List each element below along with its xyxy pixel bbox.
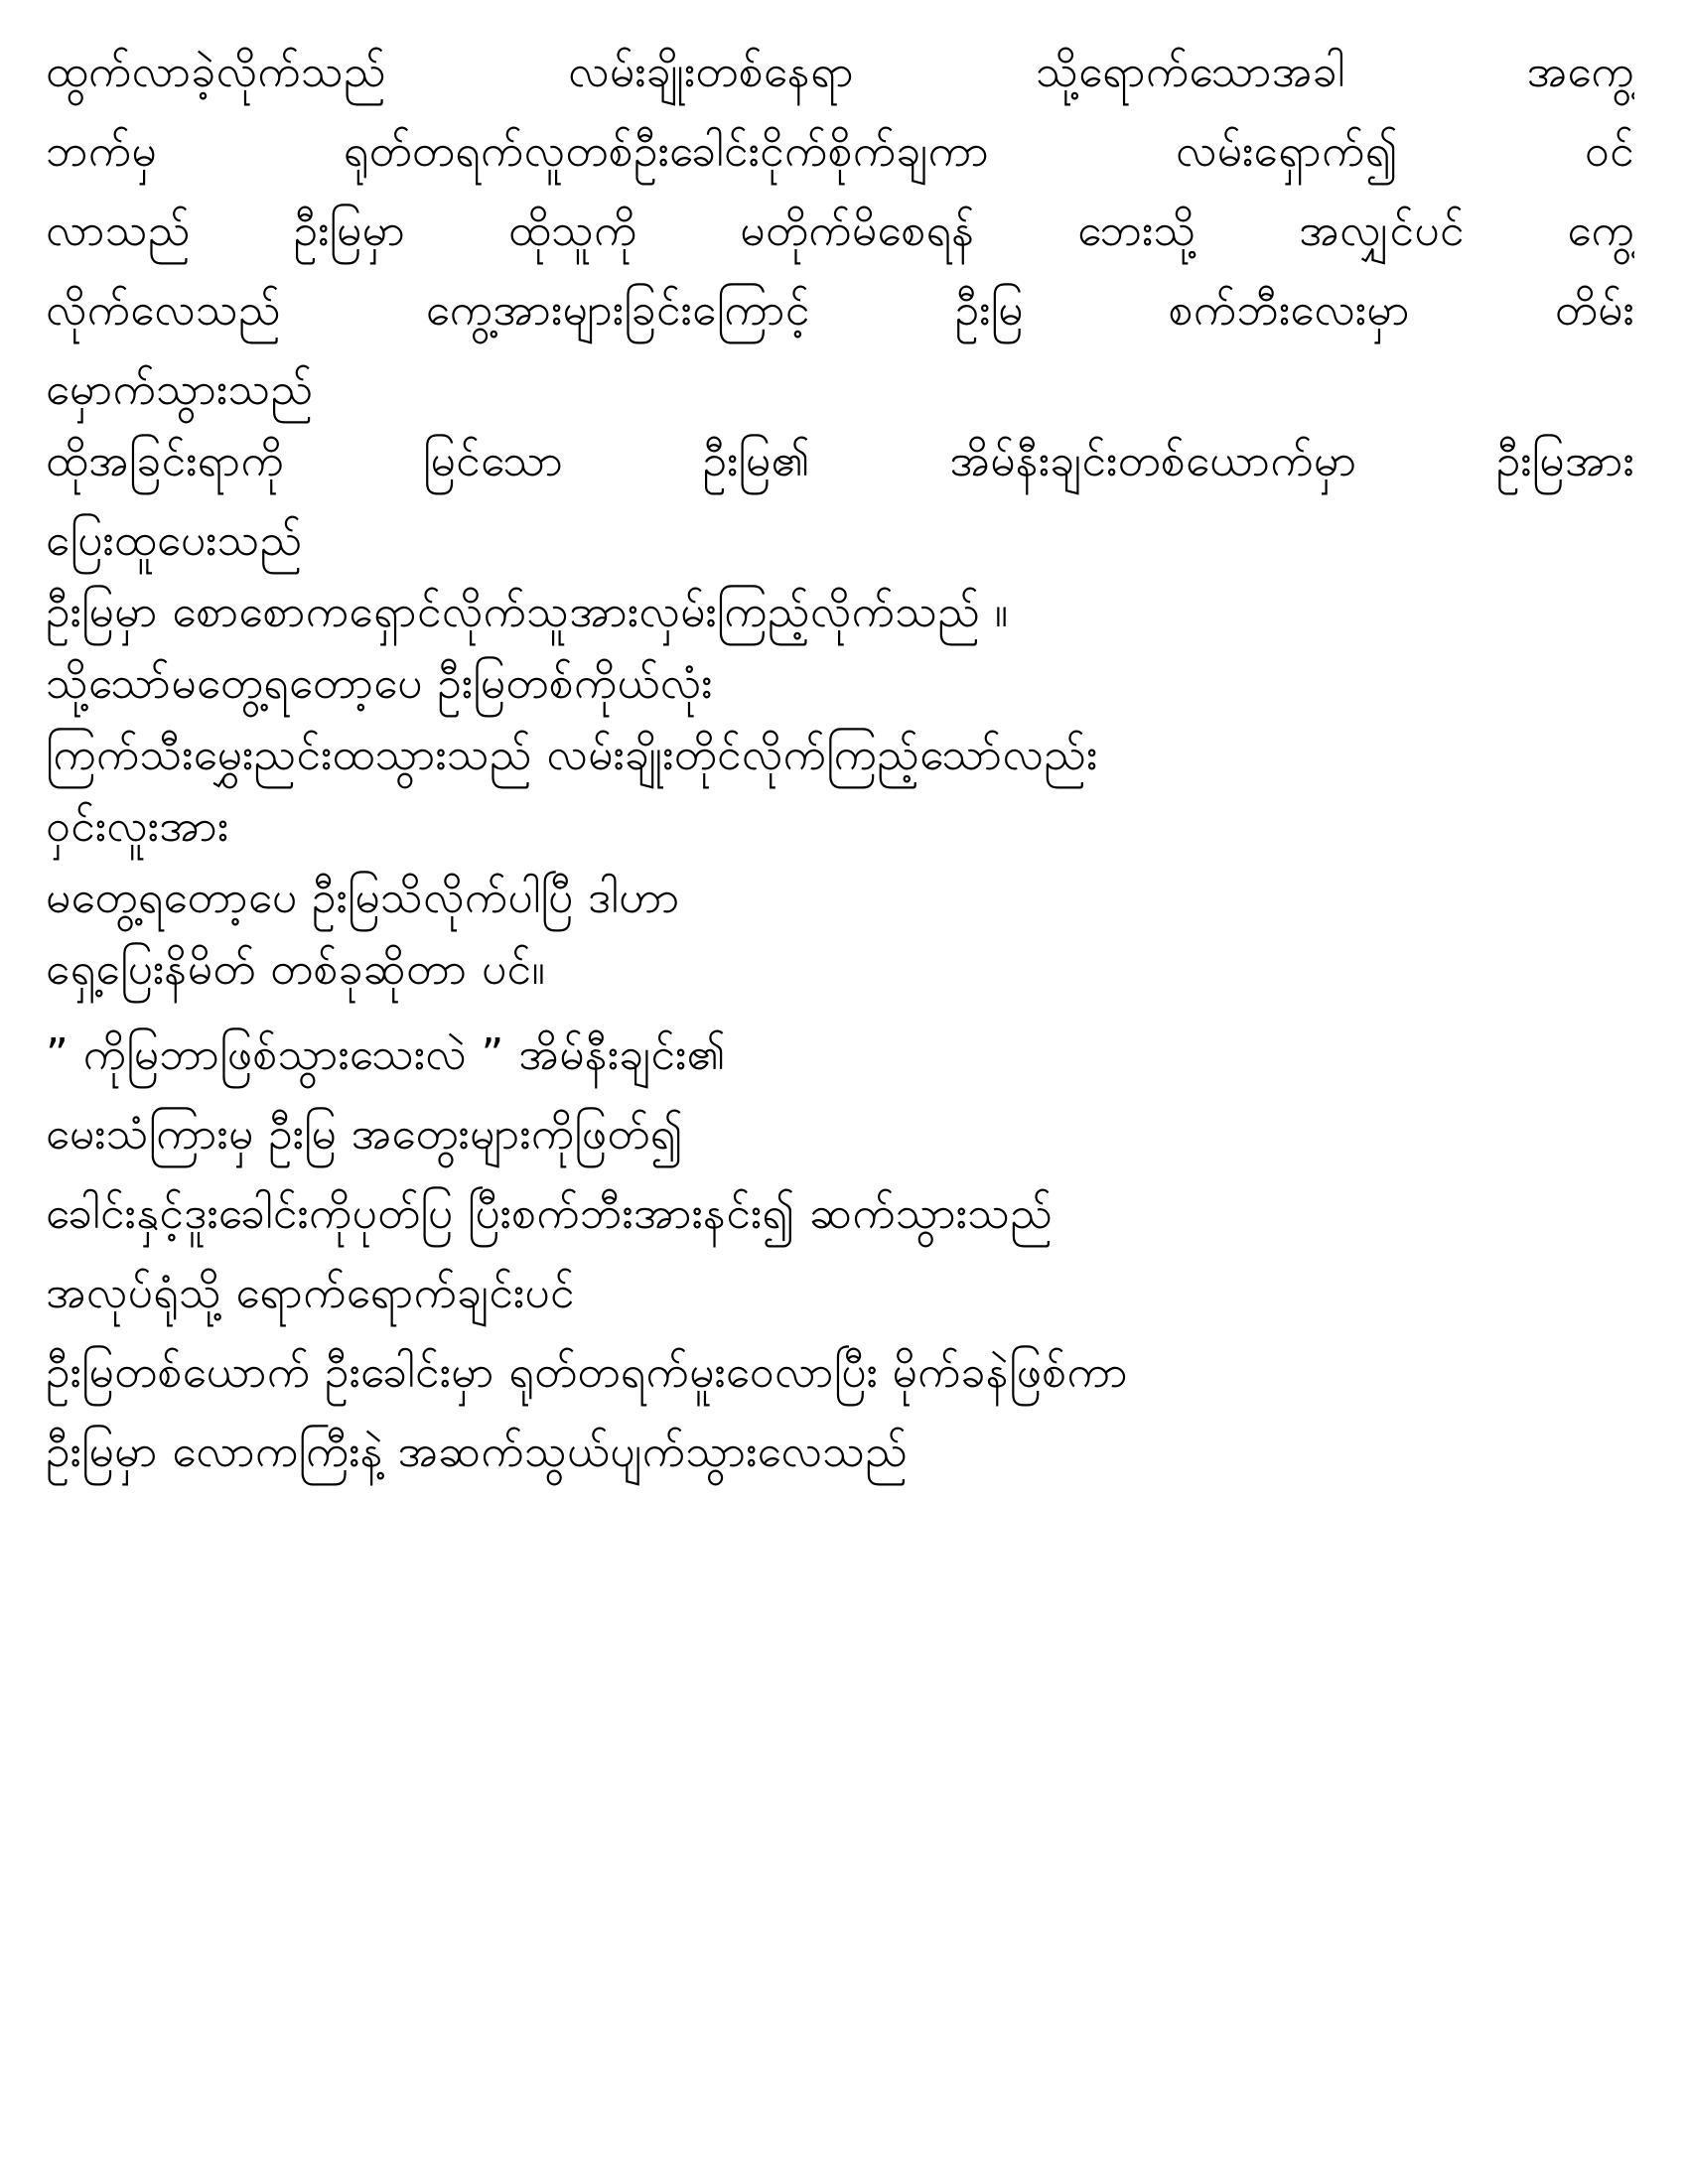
document-page xyxy=(46,44,1634,1503)
text-line-7: ပြေးထူပေးသည် xyxy=(46,515,303,566)
text-line-3: လာသည် ဦးမြမှာ ထိုသူကို မတိုက်မိစေရန် ဘေးသို့ အလျှင်ပင် ကွေ့ xyxy=(46,205,1634,256)
text-line-12: မတွေ့ရတော့ပေ ဦးမြသိလိုက်ပါပြီ ဒါဟာ xyxy=(46,873,680,923)
text-line-11: ဝှင်းလူးအား xyxy=(46,801,229,852)
text-line-19: ဦးမြမှာ လောကကြီးနဲ့ အဆက်သွယ်ပျက်သွားလေသည် xyxy=(46,1427,909,1477)
text-line-17: အလုပ်ရုံသို့ ရောက်ရောက်ချင်းပင် xyxy=(46,1268,575,1318)
text-line-14: ” ကိုမြဘာဖြစ်သွားသေးလဲ ” အိမ်နီးချင်း၏ xyxy=(46,1029,727,1080)
text-line-15: မေးသံကြားမှ ဦးမြ အတွေးများကိုဖြတ်၍ xyxy=(46,1109,684,1160)
text-line-10: ကြက်သီးမွှေးညင်းထသွားသည် လမ်းချိုးတိုင်လိုက်ကြည့်သော်လည်း xyxy=(46,730,1098,780)
text-line-1: ထွက်လာခဲ့လိုက်သည် လမ်းချိုးတစ်နေရာ သို့ရောက်သောအခါ အကွေ့ xyxy=(46,47,1634,97)
text-line-18: ဦးမြတစ်ယောက် ဦးခေါင်းမှာ ရုတ်တရက်မူးဝေလာပြီး မိုက်ခနဲဖြစ်ကာ xyxy=(46,1347,1129,1398)
text-line-9: သို့သော်မတွေ့ရတော့ပေ ဦးမြတစ်ကိုယ်လုံး xyxy=(46,658,713,709)
text-line-2: ဘက်မှ ရုတ်တရက်လူတစ်ဦးခေါင်းငိုက်စိုက်ချကာ လမ်းရှောက်၍ ဝင် xyxy=(46,126,1634,177)
text-line-16: ခေါင်းနှင့်ဒူးခေါင်းကိုပုတ်ပြ ပြီးစက်ဘီးအားနင်း၍ ဆက်သွားသည် xyxy=(46,1188,1054,1239)
text-line-13: ရှေ့ပြေးနိမိတ် တစ်ခုဆိုတာ ပင်။ xyxy=(46,944,546,995)
text-line-6: ထိုအခြင်းရာကို မြင်သော ဦးမြ၏ အိမ်နီးချင်းတစ်ယောက်မှာ ဦးမြအား xyxy=(46,436,1634,486)
text-line-8: ဦးမြမှာ စောစောကရှောင်လိုက်သူအားလှမ်းကြည့်လိုက်သည် ။ xyxy=(46,587,1009,637)
text-line-4: လိုက်လေသည် ကွေ့အားများခြင်းကြောင့် ဦးမြ စက်ဘီးလေးမှာ တိမ်း xyxy=(46,285,1634,336)
text-line-5: မှောက်သွားသည် xyxy=(46,364,314,415)
